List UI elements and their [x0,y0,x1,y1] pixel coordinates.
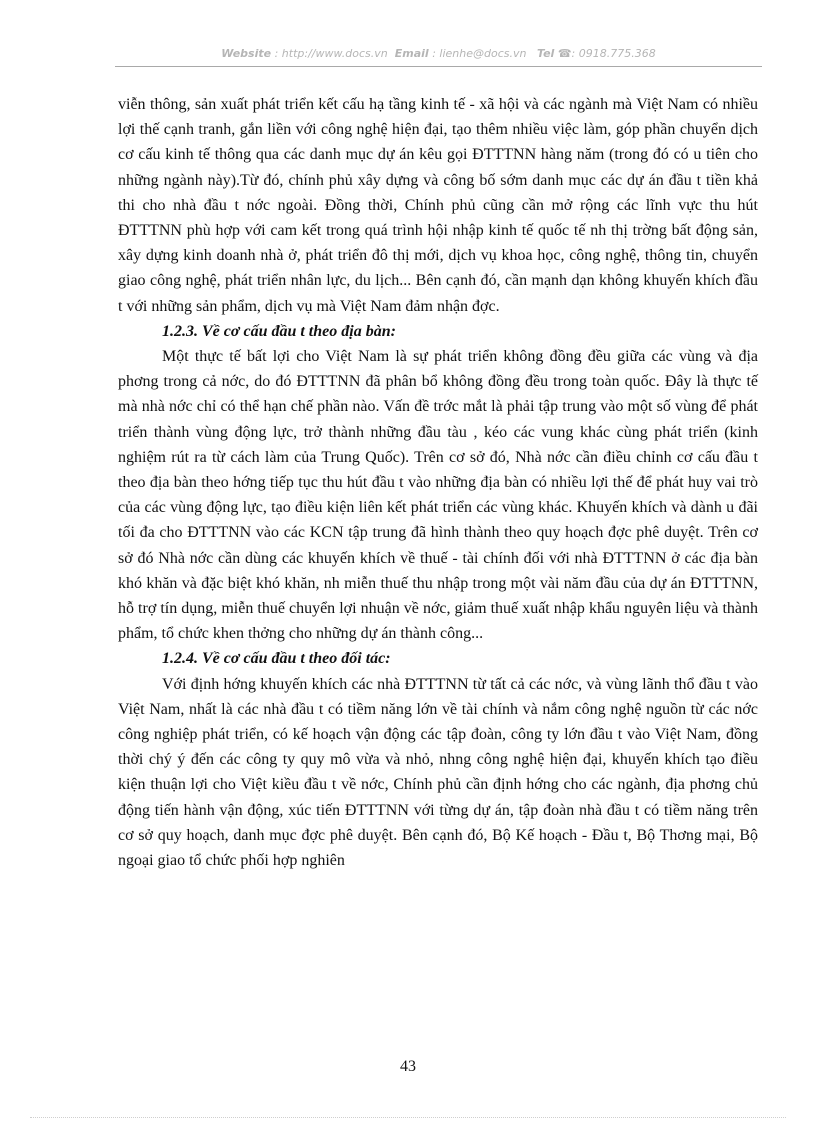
tel-value: : 0918.775.368 [571,47,656,60]
page-header [115,47,762,60]
phone-icon: ☎ [557,47,572,60]
paragraph-2: Một thực tế bất lợi cho Việt Nam là sự phát triển không đồng đều giữa các vùng và địa phơng trong cả nớc, do đó ĐTTTNN đã phân bổ không đồng đều trong toàn quốc. Đây là thực tế mà nhà nớc chỉ có thể hạn chế phần nào. Vấn đề trớc mắt là phải tập trung vào một số vùng để phát triển thành vùng động lực, trở thành những đầu tàu , kéo các vung khác cùng phát triển (kinh nghiệm rút ra từ cách làm của Trung Quốc). Trên cơ sở đó, Nhà nớc cần điều chỉnh cơ cấu đầu t theo địa bàn theo hớng tiếp tục thu hút đầu t vào những địa bàn có nhiều lợi thế để phát huy vai trò của các vùng động lực, tạo điều kiện liên kết phát triển các vùng khác. Khuyến khích và dành u đãi tối đa cho ĐTTTNN vào các KCN tập trung đã hình thành theo quy hoạch đợc phê duyệt. Trên cơ sở đó Nhà nớc cần dùng các khuyến khích về thuế - tài chính đối với nhà ĐTTTNN ở các địa bàn khó khăn và đặc biệt khó khăn, nh miễn thuế thu nhập trong một vài năm đầu của dự án ĐTTTNN, hỗ trợ tín dụng, miễn thuế chuyển lợi nhuận về nớc, giảm thuế xuất nhập khẩu nguyên liệu và thành phẩm, tổ chức khen thởng cho những dự án thành công... [118,348,758,643]
website-link[interactable]: : http://www.docs.vn [274,47,388,60]
page-number: 43 [400,1058,416,1075]
section-heading-1-2-3: 1.2.3. Về cơ cấu đầu t theo địa bàn: [162,322,396,340]
paragraph-1: viễn thông, sản xuất phát triển kết cấu hạ tầng kinh tế - xã hội và các ngành mà Việt Nam có nhiều lợi thế cạnh tranh, gắn liền với công nghệ hiện đại, tạo thêm nhiều việc làm, góp phần chuyển dịch cơ cấu kinh tế thông qua các danh mục dự án kêu gọi ĐTTTNN hàng năm (trong đó có u tiên cho những ngành này).Từ đó, chính phủ xây dựng và công bố sớm danh mục các dự án đầu t tiền khả thi cho nhà đầu t nớc ngoài. Đồng thời, Chính phủ cũng cần mở rộng các lĩnh vực thu hút ĐTTTNN phù hợp với cam kết trong quá trình hội nhập kinh tế quốc tế nh thị trờng bất động sản, xây dựng kinh doanh nhà ở, phát triển đô thị mới, dịch vụ khoa học, công nghệ, thông tin, chuyển giao công nghệ, phát triển nhân lực, du lịch... Bên cạnh đó, cần mạnh dạn không khuyến khích đầu t với những sản phẩm, dịch vụ mà Việt Nam đảm nhận đợc. [118,96,758,315]
section-heading-1-2-4: 1.2.4. Về cơ cấu đầu t theo đối tác: [162,650,391,668]
email-link[interactable]: : lienhe@docs.vn [432,47,527,60]
document-body [118,92,758,873]
tel-label: Tel [536,47,555,60]
footer-divider [30,1117,786,1118]
paragraph-3: Với định hớng khuyến khích các nhà ĐTTTNN từ tất cả các nớc, và vùng lãnh thổ đầu t vào Việt Nam, nhất là các nhà đầu t có tiềm năng lớn về tài chính và nắm công nghệ nguồn từ các nớc công nghiệp phát triển, có kế hoạch vận động các tập đoàn, công ty lớn đầu t vào Việt Nam, đồng thời chý ý đến các công ty quy mô vừa và nhỏ, nhng công nghệ hiện đại, khuyến khích tạo điều kiện thuận lợi cho Việt kiều đầu t về nớc, Chính phủ cần định hớng cho các ngành, địa phơng chủ động tiến hành vận động, xúc tiến ĐTTTNN với từng dự án, tập đoàn nhà đầu t có tiềm năng trên cơ sở quy hoạch, danh mục đợc phê duyệt. Bên cạnh đó, Bộ Kế hoạch - Đầu t, Bộ Thơng mại, Bộ ngoại giao tổ chức phối hợp nghiên [118,675,758,870]
email-label: Email [394,47,429,60]
website-label: Website [221,47,272,60]
header-divider [115,66,762,67]
